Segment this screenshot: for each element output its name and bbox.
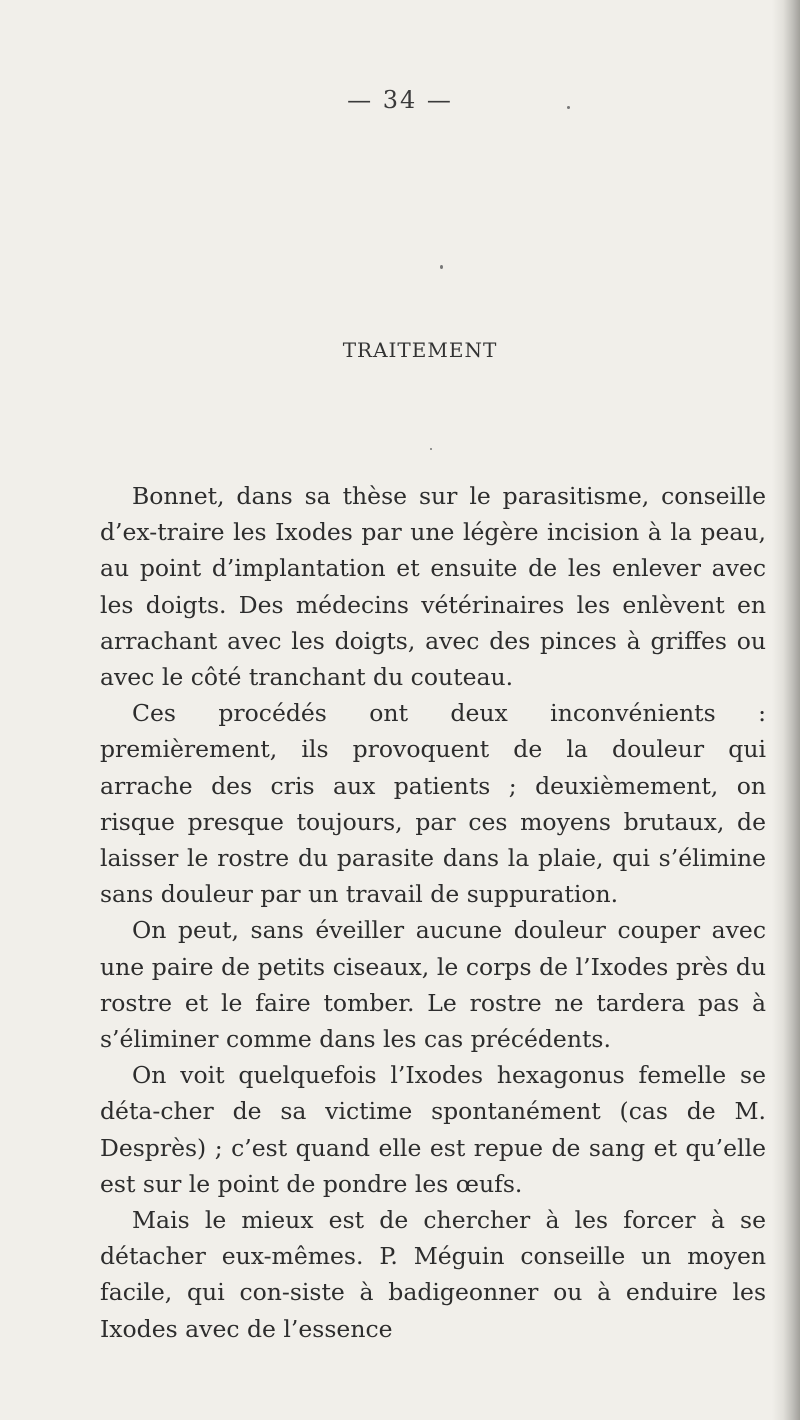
paragraph: On voit quelquefois l’Ixodes hexagonus femelle se déta-cher de sa victime spontanément (cas de M. Desprès) ; c’est quand elle est repue de sang et qu’elle est sur le point de pondre les œufs. [100, 1061, 766, 1198]
body-text [100, 478, 766, 1347]
ink-speck [440, 265, 443, 269]
paragraph: Mais le mieux est de chercher à les forcer à se détacher eux-mêmes. P. Méguin conseille un moyen facile, qui con-siste à badigeonner ou à enduire les Ixodes avec de l’essence [100, 1206, 766, 1343]
paragraph: On peut, sans éveiller aucune douleur couper avec une paire de petits ciseaux, le corps de l’Ixodes près du rostre et le faire tomber. Le rostre ne tardera pas à s’éliminer comme dans les cas précédents. [100, 916, 766, 1054]
paragraph: Ces procédés ont deux inconvénients : premièrement, ils provoquent de la douleur qui arrache des cris aux patients ; deuxièmement, on risque presque toujours, par ces moyens brutaux, de laisser le rostre du parasite dans la plaie, qui s’élimine sans douleur par un travail de suppuration. [100, 699, 766, 909]
ink-speck [430, 448, 432, 450]
paragraph: Bonnet, dans sa thèse sur le parasitisme, conseille d’ex-traire les Ixodes par une légère incision à la peau, au point d’implantation et ensuite de les enlever avec les doigts. Des médecins vétérinaires les enlèvent en arrachant avec les doigts, avec des pinces à griffes ou avec le côté tranchant du couteau. [100, 482, 766, 692]
section-title: TRAITEMENT [342, 338, 498, 362]
page-number: — 34 — [347, 86, 453, 114]
page-edge-shadow [772, 0, 800, 1420]
